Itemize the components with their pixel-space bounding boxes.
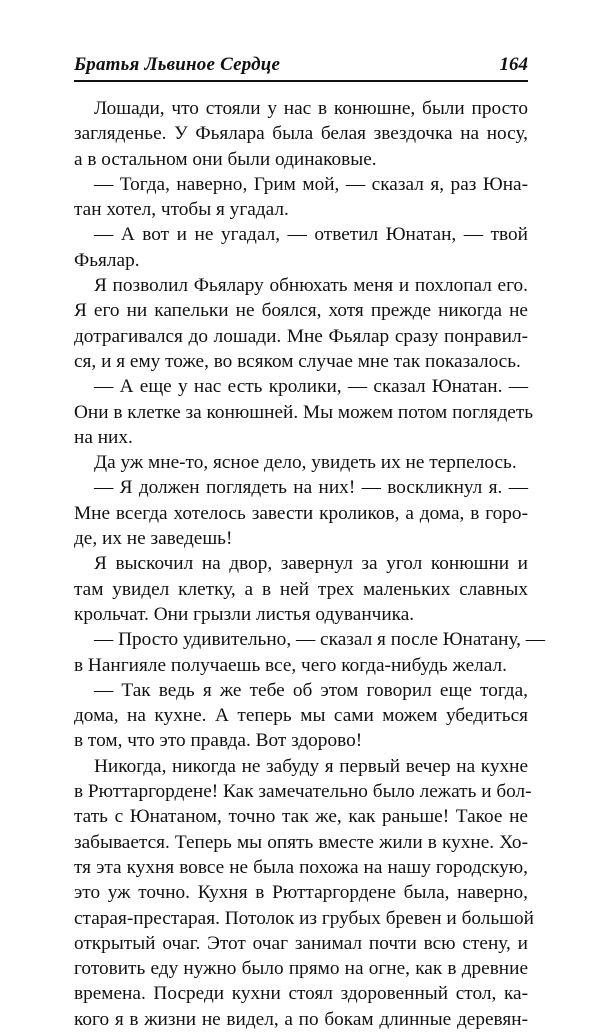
page-number: 164 <box>499 54 528 75</box>
text-line: там увидел клетку, а в ней трех маленьких славных <box>74 578 528 600</box>
text-line: в Нангияле получаешь все, чего когда-нибудь желал. <box>74 654 507 676</box>
text-line: ся, и я ему тоже, во всяком случае мне так показалось. <box>74 350 521 372</box>
text-line: тать с Юнатаном, точно так же, как раньше! Такое не <box>74 806 528 828</box>
text-line: кого я в жизни не видел, а по бокам длинные деревян- <box>74 1008 528 1030</box>
text-line: это уж точно. Кухня в Рюттаргордене была, наверно, <box>74 882 528 904</box>
text-line: загляденье. У Фьялара была белая звездочка на носу, <box>74 123 528 145</box>
text-line: а в остальном они были одинаковые. <box>74 148 377 170</box>
text-line: Я позволил Фьялару обнюхать меня и похлопал его. <box>94 275 528 297</box>
body-text <box>74 96 546 1032</box>
text-line: на них. <box>74 426 133 448</box>
text-line: забывается. Теперь мы опять вместе жили в кухне. Хо- <box>74 831 528 853</box>
running-title: Братья Львиное Сердце <box>74 54 281 75</box>
text-line: открытый очаг. Этот очаг занимал почти всю стену, и <box>74 932 528 954</box>
text-line: дотрагивался до лошади. Мне Фьялар сразу понравил- <box>74 325 528 347</box>
text-line: Да уж мне-то, ясное дело, увидеть их не терпелось. <box>94 452 517 474</box>
text-line: Я его ни капельки не боялся, хотя прежде никогда не <box>74 300 528 322</box>
text-line: Фьялар. <box>74 249 140 271</box>
text-line: Я выскочил на двор, завернул за угол конюшни и <box>94 553 528 575</box>
text-line: Никогда, никогда не забуду я первый вечер на кухне <box>94 755 528 777</box>
text-line: Они в клетке за конюшней. Мы можем потом поглядеть <box>74 401 534 423</box>
text-line: старая-престарая. Потолок из грубых бревен и большой <box>74 907 534 929</box>
text-line: тя эта кухня вовсе не была похожа на нашу городскую, <box>74 856 528 878</box>
header-rule <box>74 80 528 82</box>
text-line: — А еще у нас есть кролики, — сказал Юнатан. — <box>94 376 528 398</box>
text-line: в Рюттаргордене! Как замечательно было лежать и бол- <box>74 781 532 803</box>
text-line: — Просто удивительно, — сказал я после Юнатану, — <box>94 629 546 651</box>
text-line: времена. Посреди кухни стоял здоровенный стол, ка- <box>74 983 528 1005</box>
text-line: дома, на кухне. А теперь мы сами можем убедиться <box>74 705 528 727</box>
text-line: Лошади, что стояли у нас в конюшне, были просто <box>94 98 528 119</box>
text-line: де, их не заведешь! <box>74 528 233 550</box>
text-line: в том, что это правда. Вот здорово! <box>74 730 363 752</box>
text-line: — А вот и не угадал, — ответил Юнатан, — твой <box>94 224 528 246</box>
text-line: крольчат. Они грызли листья одуванчика. <box>74 603 415 625</box>
text-line: — Так ведь я же тебе об этом говорил еще тогда, <box>94 679 528 701</box>
text-line: — Я должен поглядеть на них! — воскликнул я. — <box>94 477 528 499</box>
text-line: тан хотел, чтобы я угадал. <box>74 199 289 221</box>
text-line: готовить еду нужно было прямо на огне, как в древние <box>74 958 528 980</box>
page-header <box>74 48 528 82</box>
text-line: Мне всегда хотелось завести кроликов, а дома, в горо- <box>74 502 528 524</box>
text-line: — Тогда, наверно, Грим мой, — сказал я, раз Юна- <box>94 173 528 195</box>
